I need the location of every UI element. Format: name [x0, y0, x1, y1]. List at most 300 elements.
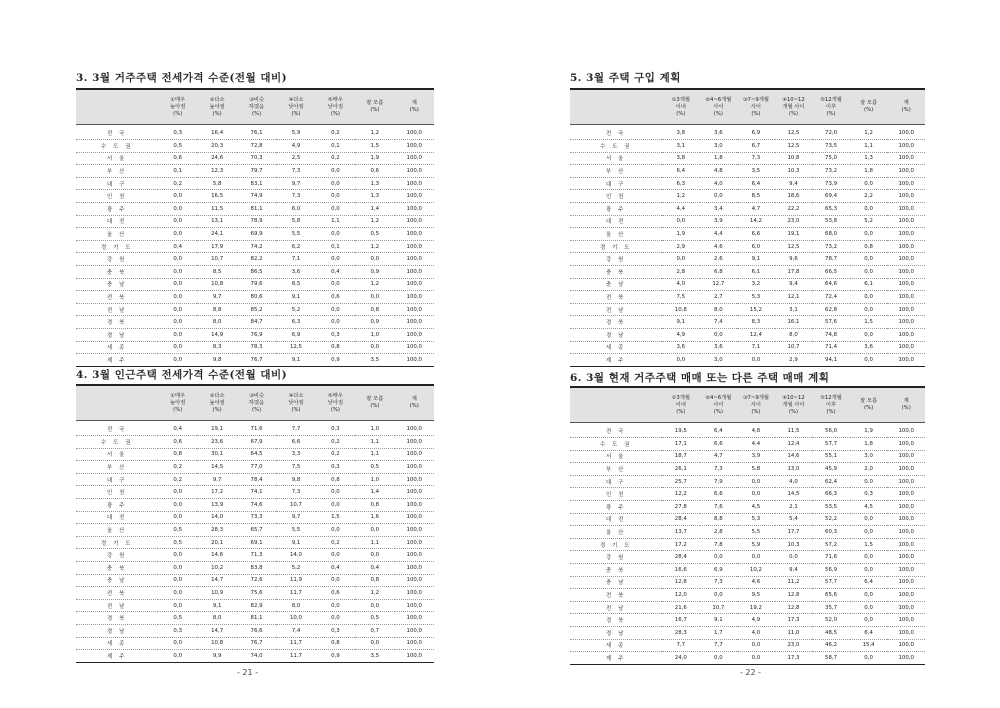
- table-cell: 74,8: [825, 331, 838, 338]
- row-label: 경 남: [606, 332, 626, 339]
- table-cell: 0,6: [173, 155, 182, 162]
- table-cell: 0,1: [331, 243, 340, 250]
- table3: [76, 88, 434, 367]
- table-cell: 0,0: [864, 293, 873, 300]
- table-cell: 0,2: [173, 476, 182, 483]
- table-row: [570, 165, 925, 178]
- table-cell: 0,3: [173, 130, 182, 136]
- table-cell: 7,3: [291, 167, 301, 174]
- table-cell: 10,7: [289, 501, 302, 508]
- table-cell: 0,0: [714, 331, 723, 338]
- table-cell: 15,2: [749, 306, 762, 313]
- table-cell: 57,7: [825, 440, 838, 447]
- row-label: 전 국: [107, 427, 127, 433]
- table-cell: 100,0: [406, 577, 422, 584]
- table-cell: 100,0: [898, 629, 914, 636]
- table-cell: 1,1: [370, 451, 380, 458]
- table-cell: 0,0: [864, 654, 873, 661]
- table6-header-cell: ③7~9개월 사이 (%): [737, 387, 775, 423]
- table-cell: 100,0: [406, 155, 422, 162]
- table-cell: 14,7: [211, 577, 224, 584]
- table-cell: 0,5: [370, 230, 380, 237]
- table-cell: 0,2: [173, 463, 182, 470]
- table-cell: 8,0: [291, 602, 301, 609]
- table-cell: 3,6: [864, 344, 873, 351]
- table-cell: 46,2: [825, 642, 838, 649]
- table-cell: 4,9: [751, 617, 761, 624]
- table-cell: 4,5: [751, 503, 761, 510]
- table-cell: 100,0: [406, 589, 422, 596]
- table-row: [76, 461, 434, 474]
- table-cell: 100,0: [898, 604, 914, 611]
- table-cell: 10,8: [211, 281, 224, 288]
- table-cell: 0,0: [331, 306, 340, 313]
- row-label: 전 북: [107, 294, 127, 301]
- table-row: [76, 498, 434, 511]
- table-cell: 0,7: [370, 627, 380, 634]
- row-label: 제 주: [107, 357, 127, 364]
- table-cell: 0,0: [789, 554, 798, 561]
- table-cell: 4,8: [714, 167, 723, 174]
- table-cell: 1,2: [370, 281, 380, 288]
- table-cell: 65,3: [825, 205, 838, 212]
- table-cell: 17,1: [674, 440, 687, 447]
- table-cell: 28,3: [211, 526, 224, 533]
- table-cell: 28,4: [674, 554, 687, 561]
- table-row: [570, 500, 925, 513]
- table-cell: 100,0: [898, 356, 914, 363]
- table-cell: 17,2: [674, 541, 687, 548]
- table-cell: 0,0: [173, 501, 182, 508]
- table-cell: 0,4: [173, 243, 182, 250]
- table-cell: 0,0: [173, 514, 182, 521]
- table-cell: 10,0: [289, 615, 302, 622]
- table-cell: 0,2: [331, 539, 340, 546]
- table-cell: 100,0: [406, 180, 422, 187]
- table-cell: 76,9: [250, 331, 263, 338]
- table-cell: 0,0: [370, 526, 380, 533]
- table-cell: 20,3: [211, 142, 224, 149]
- table-cell: 6,9: [291, 331, 301, 338]
- table-cell: 6,1: [751, 268, 761, 275]
- table-cell: 0,8: [370, 306, 380, 313]
- table-row: [570, 513, 925, 526]
- table-cell: 71,6: [250, 426, 263, 432]
- table-cell: 1,2: [370, 130, 380, 136]
- table-cell: 3,5: [751, 167, 761, 174]
- table-cell: 16,6: [674, 566, 687, 573]
- table-cell: 17,3: [787, 617, 800, 624]
- table-cell: 13,7: [674, 528, 687, 535]
- table-cell: 6,0: [751, 243, 761, 250]
- table-cell: 100,0: [898, 503, 914, 510]
- table-cell: 6,4: [864, 629, 873, 636]
- table-cell: 100,0: [406, 205, 422, 212]
- table-row: [570, 614, 925, 627]
- table-cell: 3,0: [864, 453, 873, 460]
- table-cell: 76,7: [250, 640, 263, 647]
- table-cell: 0,5: [173, 539, 182, 546]
- table-cell: 7,3: [714, 465, 723, 472]
- table-row: [76, 341, 434, 354]
- table-cell: 100,0: [898, 478, 914, 485]
- table-cell: 7,3: [291, 489, 301, 496]
- row-label: 경 남: [107, 332, 127, 339]
- table-cell: 12,1: [787, 293, 800, 300]
- table-row: [76, 524, 434, 537]
- table-cell: 8,8: [212, 306, 222, 313]
- table-cell: 10,8: [211, 640, 224, 647]
- table-cell: 100,0: [898, 230, 914, 237]
- table-cell: 73,2: [825, 167, 838, 174]
- table-cell: 1,4: [370, 489, 380, 496]
- table-cell: 0,4: [370, 564, 380, 571]
- table-cell: 8,0: [212, 319, 222, 326]
- table-cell: 4,6: [751, 579, 761, 586]
- table-cell: 83,1: [250, 180, 263, 187]
- row-label: 경 북: [606, 320, 626, 327]
- table-row: [570, 601, 925, 614]
- table-cell: 100,0: [898, 465, 914, 472]
- table-cell: 83,8: [250, 564, 263, 571]
- row-label: 부 산: [107, 168, 127, 175]
- table-cell: 0,0: [331, 577, 340, 584]
- row-label: 인 천: [606, 492, 626, 499]
- table-cell: 0,0: [864, 331, 873, 338]
- table-cell: 100,0: [406, 438, 422, 445]
- table-cell: 19,1: [211, 426, 224, 432]
- table-cell: 66,3: [825, 491, 838, 498]
- table-cell: 100,0: [898, 654, 914, 661]
- table-cell: 0,0: [370, 640, 380, 647]
- table5-header-cell: ⑤12개월 이후 (%): [812, 89, 850, 125]
- table-cell: 12,5: [289, 344, 302, 351]
- table-cell: 1,8: [864, 440, 873, 447]
- table-cell: 0,0: [331, 281, 340, 288]
- table-cell: 14,2: [749, 218, 762, 225]
- table-cell: 0,0: [864, 591, 873, 598]
- table-cell: 74,6: [250, 501, 263, 508]
- row-label: 경 북: [107, 320, 127, 327]
- table-cell: 79,7: [250, 167, 263, 174]
- table-cell: 9,9: [212, 652, 222, 659]
- table-cell: 0,6: [331, 589, 340, 596]
- table-cell: 7,7: [676, 642, 686, 649]
- table-cell: 10,2: [211, 564, 224, 571]
- table-cell: 18,6: [787, 193, 800, 200]
- table-cell: 0,0: [751, 491, 761, 498]
- table-cell: 9,4: [789, 180, 798, 187]
- table-cell: 4,0: [789, 478, 798, 485]
- table-cell: 0,0: [173, 552, 182, 559]
- table-cell: 0,1: [331, 142, 340, 149]
- table-cell: 1,3: [864, 155, 873, 162]
- table-cell: 1,2: [370, 243, 380, 250]
- table-cell: 52,0: [825, 617, 838, 624]
- table-cell: 12,5: [787, 243, 800, 250]
- table-cell: 0,0: [173, 602, 182, 609]
- table6-title: 6. 3월 현재 거주주택 매매 또는 다른 주택 매매 계획: [570, 372, 830, 384]
- table-cell: 71,6: [825, 554, 838, 561]
- table-cell: 3,2: [751, 281, 761, 288]
- row-label: 제 주: [606, 655, 626, 662]
- table-cell: 3,8: [676, 130, 686, 136]
- table6-header-row: [570, 387, 925, 423]
- table-cell: 22,2: [787, 205, 800, 212]
- table-cell: 5,8: [751, 465, 761, 472]
- table-cell: 14,0: [211, 514, 224, 521]
- table-cell: 1,5: [331, 514, 340, 521]
- table-cell: 3,6: [714, 130, 723, 136]
- table-cell: 100,0: [406, 627, 422, 634]
- table-cell: 1,2: [370, 218, 380, 225]
- table-cell: 0,0: [173, 256, 182, 263]
- table-cell: 45,9: [825, 465, 838, 472]
- table-row: [76, 486, 434, 499]
- table-cell: 0,0: [370, 602, 380, 609]
- table-cell: 77,0: [250, 463, 263, 470]
- table4-header-cell: ④다소 낮아짐 (%): [276, 385, 315, 421]
- table-cell: 23,0: [787, 218, 800, 225]
- table-cell: 0,3: [331, 426, 340, 432]
- table-cell: 78,4: [250, 476, 263, 483]
- table-cell: 74,9: [250, 193, 263, 200]
- table-cell: 1,0: [370, 476, 380, 483]
- table-cell: 9,6: [789, 256, 798, 263]
- table-cell: 9,4: [789, 281, 798, 288]
- table-cell: 0,6: [331, 293, 340, 300]
- table-row: [76, 549, 434, 562]
- table-cell: 9,8: [212, 356, 222, 363]
- table-cell: 7,6: [714, 503, 723, 510]
- table-cell: 55,1: [825, 453, 838, 460]
- table-cell: 10,3: [787, 541, 800, 548]
- table-cell: 56,0: [825, 428, 838, 434]
- table-cell: 100,0: [406, 306, 422, 313]
- table-cell: 100,0: [898, 566, 914, 573]
- table-cell: 3,5: [370, 356, 380, 363]
- table-cell: 17,9: [211, 243, 224, 250]
- table-cell: 69,4: [825, 193, 838, 200]
- table-cell: 27,8: [674, 503, 687, 510]
- table-cell: 4,7: [714, 453, 723, 460]
- table-cell: 100,0: [406, 268, 422, 275]
- table-cell: 100,0: [898, 256, 914, 263]
- table-row: [76, 624, 434, 637]
- table-cell: 0,0: [173, 344, 182, 351]
- table-cell: 3,1: [676, 142, 686, 149]
- table-cell: 9,1: [714, 617, 723, 624]
- table-cell: 5,2: [291, 306, 301, 313]
- table-cell: 11,7: [289, 640, 302, 647]
- table-row: [570, 303, 925, 316]
- table-cell: 0,5: [370, 615, 380, 622]
- table-cell: 1,3: [370, 180, 380, 187]
- table-cell: 0,2: [331, 155, 340, 162]
- table-cell: 100,0: [406, 243, 422, 250]
- table-cell: 84,7: [250, 319, 263, 326]
- table-cell: 11,0: [787, 629, 800, 636]
- table-cell: 28,3: [674, 629, 687, 636]
- table-cell: 1,5: [370, 142, 380, 149]
- table-cell: 82,2: [250, 256, 263, 263]
- table-cell: 9,1: [212, 602, 222, 609]
- row-label: 서 울: [606, 156, 626, 163]
- table4-header-cell: 계 (%): [395, 385, 434, 421]
- table5-header-cell: ④10~12 개월 사이 (%): [775, 89, 813, 125]
- row-label: 세 종: [107, 345, 127, 352]
- table-row: [76, 587, 434, 600]
- table-row: [570, 177, 925, 190]
- row-label: 대 전: [606, 517, 626, 524]
- table-row: [570, 140, 925, 153]
- table-cell: 0,0: [173, 640, 182, 647]
- table-row: [76, 265, 434, 278]
- table-row: [570, 589, 925, 602]
- table-cell: 4,0: [676, 281, 686, 288]
- table-cell: 100,0: [406, 426, 422, 432]
- table-row: [76, 291, 434, 304]
- table-cell: 2,1: [789, 503, 798, 510]
- table-cell: 0,3: [331, 463, 340, 470]
- table-cell: 75,0: [825, 155, 838, 162]
- table-cell: 7,1: [751, 344, 761, 351]
- table-cell: 19,5: [674, 428, 687, 434]
- table3-header-cell: 잘 모름 (%): [355, 89, 394, 125]
- table-row: [76, 612, 434, 625]
- table-cell: 0,0: [864, 230, 873, 237]
- table-cell: 100,0: [406, 539, 422, 546]
- table-cell: 67,9: [250, 438, 263, 445]
- table-cell: 0,4: [173, 426, 182, 432]
- table-cell: 0,8: [331, 344, 340, 351]
- table-cell: 10,3: [787, 167, 800, 174]
- table-cell: 100,0: [898, 193, 914, 200]
- table-cell: 5,9: [291, 130, 301, 136]
- table-cell: 14,7: [211, 627, 224, 634]
- row-label: 강 원: [606, 555, 626, 562]
- table-cell: 100,0: [406, 130, 422, 136]
- table-cell: 5,3: [751, 293, 761, 300]
- table-cell: 4,7: [751, 205, 761, 212]
- table-cell: 0,0: [864, 478, 873, 485]
- table-row: [570, 450, 925, 463]
- table-cell: 100,0: [406, 344, 422, 351]
- table-row: [570, 423, 925, 438]
- table-cell: 73,5: [825, 142, 838, 149]
- table4-title: 4. 3월 인근주택 전세가격 수준(전월 대비): [76, 369, 288, 381]
- table-cell: 62,8: [825, 306, 838, 313]
- table-row: [570, 526, 925, 539]
- table3-header-row: [76, 89, 434, 125]
- table-cell: 24,1: [211, 230, 224, 237]
- table-row: [570, 639, 925, 652]
- table-cell: 100,0: [898, 243, 914, 250]
- table-cell: 1,2: [676, 193, 686, 200]
- table-cell: 100,0: [406, 640, 422, 647]
- table-cell: 17,3: [787, 654, 800, 661]
- row-label: 충 남: [107, 282, 127, 289]
- table-cell: 82,9: [250, 602, 263, 609]
- table4: [76, 384, 434, 663]
- table-cell: 0,0: [331, 552, 340, 559]
- table-cell: 10,8: [787, 155, 800, 162]
- table-cell: 1,1: [370, 438, 380, 445]
- row-label: 서 울: [107, 452, 127, 459]
- row-label: 충 북: [107, 565, 127, 572]
- table4-header-cell: ①매우 높아짐 (%): [158, 385, 197, 421]
- table-cell: 100,0: [406, 552, 422, 559]
- table-cell: 1,0: [370, 331, 380, 338]
- table-cell: 72,8: [250, 142, 263, 149]
- table-cell: 0,3: [331, 331, 340, 338]
- row-label: 서 울: [107, 156, 127, 163]
- table-cell: 0,0: [864, 256, 873, 263]
- table-cell: 81,1: [250, 205, 263, 212]
- page-number-right: - 22 -: [740, 668, 762, 677]
- row-label: 수 도 권: [599, 143, 633, 150]
- row-label: 광 주: [107, 502, 127, 509]
- table-cell: 0,0: [864, 205, 873, 212]
- table-cell: 7,9: [714, 478, 723, 485]
- table-cell: 6,2: [291, 243, 301, 250]
- table-cell: 14,0: [289, 552, 302, 559]
- table-cell: 100,0: [898, 528, 914, 535]
- table-row: [570, 563, 925, 576]
- table-cell: 9,1: [291, 356, 301, 363]
- table-cell: 6,6: [714, 440, 723, 447]
- table-cell: 57,7: [825, 579, 838, 586]
- table-cell: 7,7: [291, 426, 301, 432]
- table-cell: 0,0: [714, 193, 723, 200]
- row-label: 수 도 권: [100, 439, 134, 446]
- table-cell: 6,4: [714, 428, 723, 434]
- row-label: 대 구: [107, 181, 127, 188]
- table-cell: 14,5: [787, 491, 800, 498]
- row-label: 대 전: [606, 219, 626, 226]
- table-cell: 0,0: [331, 193, 340, 200]
- table-row: [76, 152, 434, 165]
- table-row: [570, 538, 925, 551]
- table-cell: 13,1: [211, 218, 224, 225]
- table-cell: 12,2: [674, 491, 687, 498]
- table-cell: 0,8: [370, 577, 380, 584]
- table-cell: 80,6: [250, 293, 263, 300]
- table6-header-cell: ①3개월 이내 (%): [662, 387, 700, 423]
- table-cell: 6,4: [751, 180, 761, 187]
- table-cell: 0,0: [173, 268, 182, 275]
- table-cell: 48,5: [825, 629, 838, 636]
- row-label: 충 북: [107, 269, 127, 276]
- row-label: 경 기 도: [599, 244, 633, 251]
- table-cell: 0,2: [331, 130, 340, 136]
- table-cell: 1,8: [864, 167, 873, 174]
- table-cell: 0,0: [751, 554, 761, 561]
- table-cell: 100,0: [406, 476, 422, 483]
- table-cell: 4,6: [714, 243, 723, 250]
- table-cell: 0,5: [173, 142, 182, 149]
- table-row: [76, 177, 434, 190]
- row-label: 광 주: [606, 504, 626, 511]
- table-cell: 0,0: [173, 489, 182, 496]
- table-cell: 0,0: [370, 293, 380, 300]
- table-cell: 0,0: [331, 230, 340, 237]
- table-cell: 0,8: [331, 476, 340, 483]
- table-cell: 5,4: [789, 516, 798, 523]
- table6: [570, 386, 925, 665]
- table-cell: 14,5: [211, 463, 224, 470]
- table-cell: 4,8: [751, 428, 761, 434]
